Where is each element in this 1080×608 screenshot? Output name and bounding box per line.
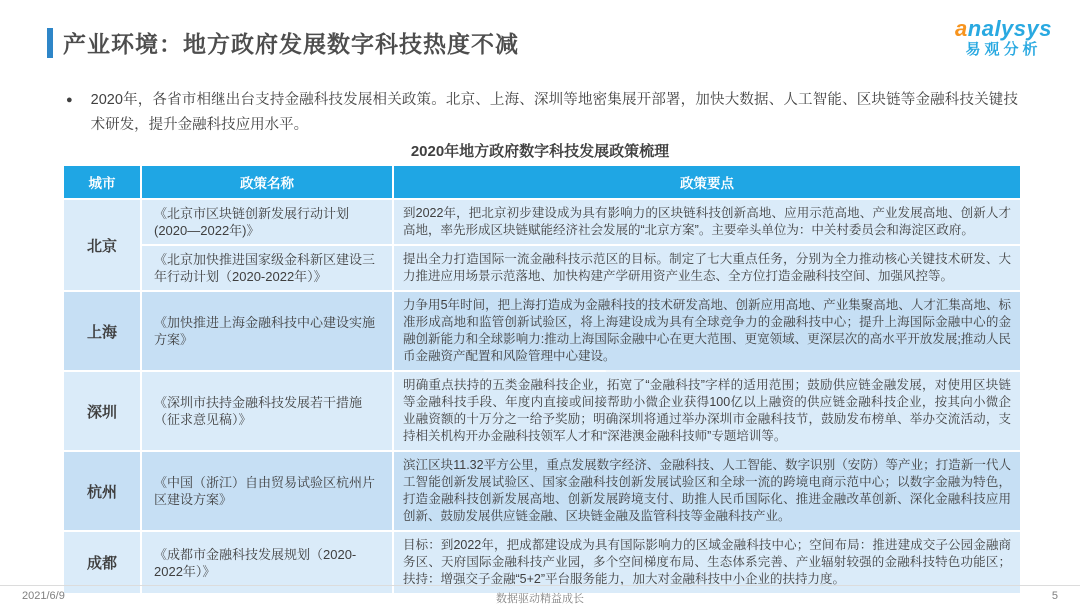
footer-slogan: 数据驱动精益成长 (496, 593, 584, 605)
logo-brand-chinese: 易观分析 (965, 41, 1042, 59)
policy-name-cell: 《北京市区块链创新发展行动计划 (2020—2022年)》 (142, 200, 392, 244)
page-title: 产业环境：地方政府发展数字科技热度不减 (63, 31, 519, 57)
city-cell-beijing: 北京 (64, 200, 140, 290)
table-row-hangzhou (64, 452, 1020, 530)
policy-name-cell: 《成都市金融科技发展规划（2020-2022年）》 (142, 532, 392, 593)
col-header-policy-name: 政策名称 (142, 166, 392, 198)
policy-name-cell: 《深圳市扶持金融科技发展若干措施（征求意见稿）》 (142, 372, 392, 450)
policy-name-cell: 《加快推进上海金融科技中心建设实施方案》 (142, 292, 392, 370)
col-header-city: 城市 (64, 166, 140, 198)
footer (0, 585, 1080, 605)
policy-name-cell: 《北京加快推进国家级金科新区建设三年行动计划（2020-2022年）》 (142, 246, 392, 290)
intro-paragraph (66, 88, 1018, 139)
table-row-chengdu (64, 532, 1020, 593)
table-row-shanghai (64, 292, 1020, 370)
policy-points-cell: 到2022年，把北京初步建设成为具有影响力的区块链科技创新高地、应用示范高地、产业发展高地、创新人才高地，率先形成区块链赋能经济社会发展的“北京方案”。主要牵头单位为：中关村委员会和海淀区政府。 (394, 200, 1020, 244)
col-header-policy-points: 政策要点 (394, 166, 1020, 198)
bullet-icon: ● (66, 94, 73, 106)
footer-page-number: 5 (1051, 590, 1058, 602)
intro-text: 2020年，各省市相继出台支持金融科技发展相关政策。北京、上海、深圳等地密集展开部署，加快大数据、人工智能、区块链等金融科技关键技术研发，提升金融科技应用水平。 (90, 92, 1018, 134)
policy-points-cell: 力争用5年时间，把上海打造成为金融科技的技术研发高地、创新应用高地、产业集聚高地、人才汇集高地、标准形成高地和监管创新试验区，将上海建设成为具有全球竞争力的金融科技中心；提升上海国际金融中心的金融创新能力和全球影响力:推动上海国际金融中心在更大范围、更宽领域、更深层次的高水平开放发展;推动人民币金融资产配置和风险管理中心建设。 (394, 292, 1020, 370)
city-cell-hangzhou: 杭州 (64, 452, 140, 530)
city-cell-chengdu: 成都 (64, 532, 140, 593)
table-row-shenzhen (64, 372, 1020, 450)
policy-points-cell: 目标：到2022年，把成都建设成为具有国际影响力的区域金融科技中心；空间布局：推进建成交子公园金融商务区、天府国际金融科技产业园，多个空间梯度布局、生态体系完善、产业辐射较强的金融科技特色功能区；扶持：增强交子金融“5+2”平台服务能力，加大对金融科技中小企业的扶持力度。 (394, 532, 1020, 593)
policy-points-cell: 滨江区块11.32平方公里，重点发展数字经济、金融科技、人工智能、数字识别（安防）等产业；打造新一代人工智能创新发展试验区、国家金融科技创新发展试验区和全球一流的跨境电商示范中心；以数字金融为特色，打造金融科技创新发展高地、创新发展跨境支付、助推人民币国际化、推进金融改革创新、深化金融科技应用创新、鼓励发展供应链金融、区块链金融及监管科技等金融科技产业。 (394, 452, 1020, 530)
analysys-logo (955, 16, 1052, 59)
table-row-beijing-2 (64, 246, 1020, 290)
table-title: 2020年地方政府数字科技发展政策梳理 (410, 143, 670, 160)
city-cell-shanghai: 上海 (64, 292, 140, 370)
title-row (47, 26, 519, 59)
logo-brand-text: analysys (955, 16, 1052, 41)
table-row-beijing-1 (64, 200, 1020, 244)
policy-points-cell: 提出全力打造国际一流金融科技示范区的目标。制定了七大重点任务，分别为全力推动核心关键技术研发、大力推进应用场景示范落地、加快构建产学研用资产业生态、全方位打造金融科技空间、加强风控等。 (394, 246, 1020, 290)
policy-name-cell: 《中国（浙江）自由贸易试验区杭州片区建设方案》 (142, 452, 392, 530)
table-header-row (64, 166, 1020, 198)
footer-date: 2021/6/9 (22, 590, 65, 602)
title-accent-bar (47, 28, 53, 58)
city-cell-shenzhen: 深圳 (64, 372, 140, 450)
policy-points-cell: 明确重点扶持的五类金融科技企业，拓宽了“金融科技”字样的适用范围；鼓励供应链金融发展，对使用区块链等金融科技手段、年度内直接或间接帮助小微企业获得100亿以上融资的供应链金融科技企业，按其向小微企业融资额的十万分之一给予奖励；明确深圳将通过举办深圳市金融科技节，鼓励发布榜单、举办交流活动，支持相关机构开办金融科技领军人才和“深港澳金融科技师”专题培训等。 (394, 372, 1020, 450)
policy-table (62, 164, 1022, 595)
